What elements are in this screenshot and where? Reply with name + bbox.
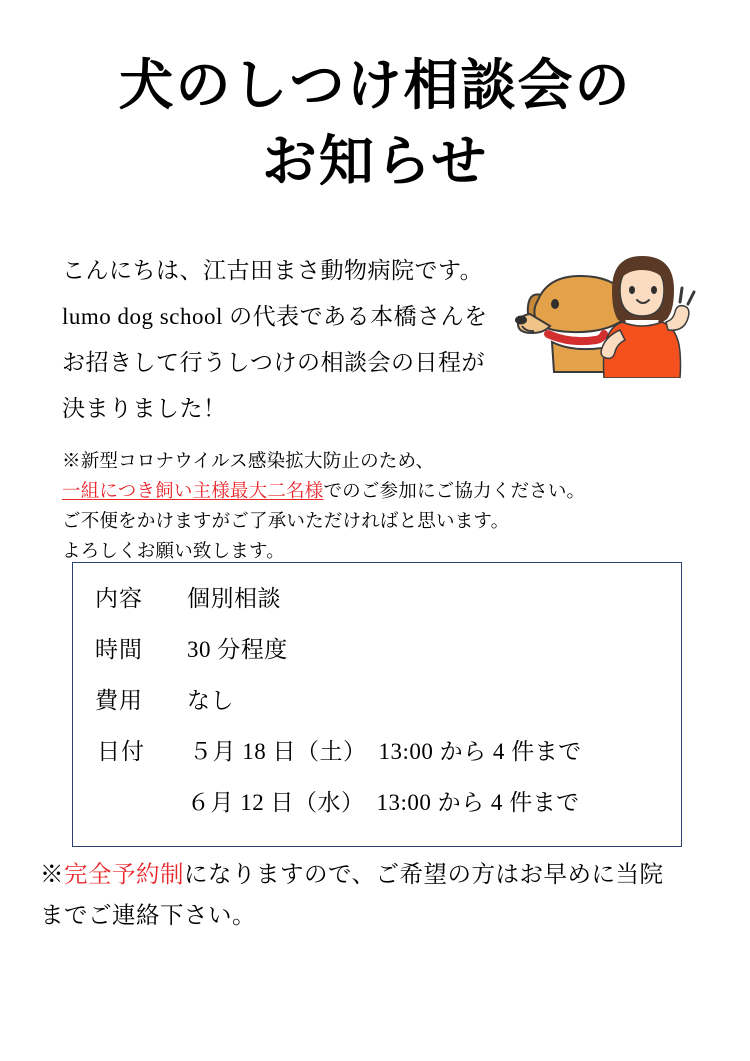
detail-row <box>73 689 681 712</box>
detail-row <box>73 638 681 661</box>
detail-row <box>73 791 681 814</box>
detail-label-date: 日付 <box>97 739 145 764</box>
closing-paragraph <box>40 855 730 937</box>
detail-row <box>73 587 681 610</box>
intro-line-2: lumo dog school の代表である本橋さんを <box>62 304 488 329</box>
detail-value-date-1: ５月 18 日（土） 13:00 から 4 件まで <box>189 739 582 764</box>
notice-highlight: 一組につき飼い主様最大二名様 <box>62 481 324 502</box>
closing-highlight: 完全予約制 <box>64 862 184 888</box>
detail-value-date-2: ６月 12 日（水） 13:00 から 4 件まで <box>187 790 580 815</box>
covid-notice <box>62 448 682 568</box>
page-title <box>0 48 750 200</box>
detail-value-fee: なし <box>187 688 234 713</box>
detail-label-content: 内容 <box>95 586 143 611</box>
detail-label-fee: 費用 <box>95 688 143 713</box>
closing-prefix: ※ <box>40 862 64 888</box>
closing-line-1-rest: になりますので、ご希望の方はお早めに当院 <box>184 862 664 888</box>
closing-line-2: までご連絡下さい。 <box>40 903 256 930</box>
intro-line-1: こんにちは、江古田まさ動物病院です。 <box>62 258 484 283</box>
details-box <box>72 562 682 847</box>
notice-line-2 <box>62 478 682 508</box>
detail-value-time: 30 分程度 <box>187 637 288 662</box>
title-line-1: 犬のしつけ相談会の <box>118 53 632 117</box>
notice-line-1: ※新型コロナウイルス感染拡大防止のため、 <box>62 452 435 472</box>
notice-line-4: よろしくお願い致します。 <box>62 541 285 562</box>
notice-line-2-rest: でのご参加にご協力ください。 <box>323 481 586 502</box>
notice-line-3: ご不便をかけますがご了承いただければと思います。 <box>62 511 510 532</box>
intro-paragraph <box>62 248 532 432</box>
detail-value-content: 個別相談 <box>187 586 281 611</box>
title-line-2: お知らせ <box>261 128 489 193</box>
intro-line-4: 決まりました！ <box>62 396 227 421</box>
intro-line-3: お招きして行うしつけの相談会の日程が <box>62 350 485 375</box>
dog-and-girl-illustration <box>508 238 728 378</box>
detail-label-time: 時間 <box>95 637 143 662</box>
detail-row <box>73 740 681 763</box>
